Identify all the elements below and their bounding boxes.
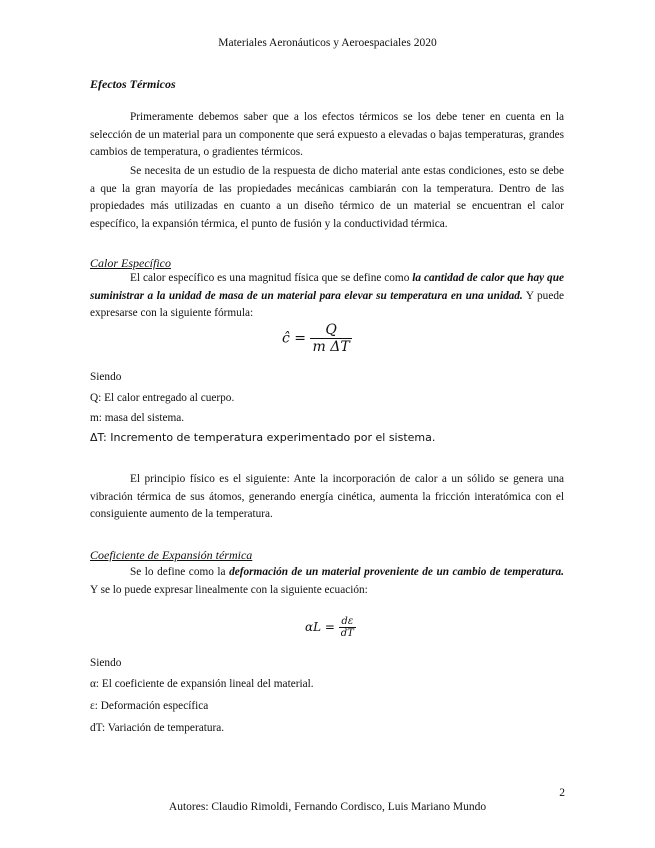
formula-expansion-lhs: αL = [305, 620, 335, 634]
paragraph-expansion-definition [90, 564, 564, 599]
definition-m: m: masa del sistema. [90, 412, 185, 424]
page-header: Materiales Aeronáuticos y Aeroespaciales 2020 [218, 37, 437, 49]
section-title: Efectos Térmicos [90, 77, 176, 91]
siendo-label-expansion: Siendo [90, 657, 122, 669]
formula-expansion-numerator: dε [339, 616, 356, 628]
formula-calor [282, 322, 352, 355]
definition-dt: dT: Variación de temperatura. [90, 722, 225, 734]
expansion-intro-text: Se lo define como la [130, 566, 230, 578]
expansion-intro-tail: Y se lo puede expresar linealmente con la siguiente ecuación: [90, 583, 368, 596]
siendo-label-calor: Siendo [90, 371, 122, 383]
calor-intro-text: El calor específico es una magnitud física que se define como [130, 272, 413, 284]
formula-expansion-denominator: dT [340, 628, 354, 639]
definition-epsilon: ε: Deformación específica [90, 700, 209, 712]
paragraph-calor-definition [90, 270, 564, 323]
calor-intro-tail: Y puede expresarse con la siguiente fórmula: [90, 289, 564, 319]
formula-expansion [305, 616, 356, 639]
subsection-title-expansion: Coeficiente de Expansión térmica [90, 548, 253, 562]
paragraph-principio: El principio físico es el siguiente: Ante la incorporación de calor a un sólido se genera una vibración térmica de sus átomos, generando energía cinética, aumenta la fricción interatómica con el consiguiente aumento de la temperatura. [90, 473, 564, 520]
page-number: 2 [559, 787, 565, 799]
definition-delta-t: ΔT: Incremento de temperatura experimentado por el sistema. [90, 431, 436, 444]
paragraph-intro-1: Primeramente debemos saber que a los efectos térmicos se los debe tener en cuenta en la selección de un material para un componente que será expuesto a elevadas o bajas temperaturas, grandes cambios de temperatura, o gradientes térmicos. [90, 111, 564, 158]
definition-alpha: α: El coeficiente de expansión lineal del material. [90, 678, 314, 690]
paragraph-intro-2: Se necesita de un estudio de la respuesta de dicho material ante estas condiciones, esto se debe a que la gran mayoría de las propiedades mecánicas cambiarán con la temperatura. Dentro de las propiedades más utilizadas en cuanto a un diseño térmico de un material se encuentran el calor específico, la expansión térmica, el punto de fusión y la conductividad térmica. [90, 165, 564, 230]
formula-calor-numerator: Q [310, 322, 351, 339]
formula-calor-denominator: m ΔT [312, 339, 350, 355]
expansion-definition-bold: deformación de un material proveniente de un cambio de temperatura. [229, 566, 564, 578]
formula-calor-fraction [310, 322, 351, 355]
definition-q: Q: El calor entregado al cuerpo. [90, 392, 235, 404]
formula-calor-lhs: ĉ = [282, 330, 307, 347]
subsection-title-calor: Calor Específico [90, 256, 171, 270]
formula-expansion-fraction [339, 616, 356, 639]
page-footer: Autores: Claudio Rimoldi, Fernando Cordisco, Luis Mariano Mundo [168, 801, 487, 813]
calor-definition-bold: la cantidad de calor que hay que suministrar a la unidad de masa de un material para elevar su temperatura en una unidad. [90, 272, 564, 302]
